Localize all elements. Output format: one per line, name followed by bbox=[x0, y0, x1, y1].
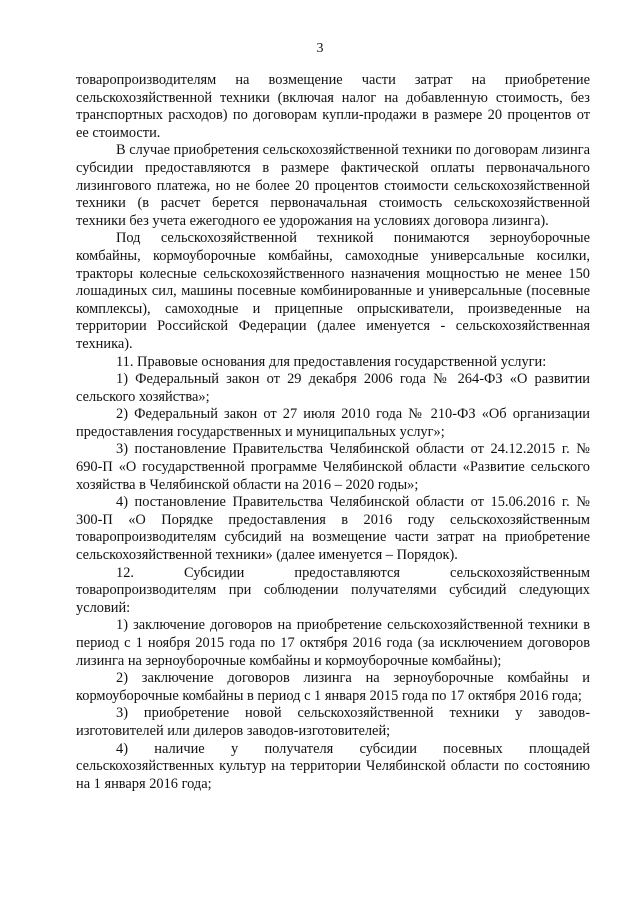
section-heading: 11. Правовые основания для предоставления государственной услуги: bbox=[116, 353, 547, 370]
list-item: 2) Федеральный закон от 27 июля 2010 года № 210-ФЗ «Об организации предоставления государственных и муниципальных услуг»; bbox=[76, 406, 590, 440]
paragraph: Под сельскохозяйственной техникой понимаются зерноуборочные комбайны, кормоуборочные комбайны, самоходные универсальные косилки, тракторы колесные сельскохозяйственного назначения мощностью не менее 150 лошадиных сил, машины посевные комбинированные и универсальные (посевные комплексы), самоходные и прицепные опрыскиватели, произведенные на территории Российской Федерации (далее именуется - сельскохозяйственная техника). bbox=[76, 230, 590, 352]
list-item: 4) постановление Правительства Челябинской области от 15.06.2016 г. № 300-П «О Порядке предоставления в 2016 году сельскохозяйственным товаропроизводителям субсидий на возмещение части затрат на приобретение сельскохозяйственной техники» (далее именуется – Порядок). bbox=[76, 494, 590, 564]
list-item: 1) заключение договоров на приобретение сельскохозяйственной техники в период с 1 ноября 2015 года по 17 октября 2016 года (за исключением договоров лизинга на зерноуборочные комбайны и кормоуборочные комбайны); bbox=[76, 617, 590, 669]
section-heading: 12. Субсидии предоставляются сельскохозяйственным товаропроизводителям при соблюдении получателями субсидий следующих условий: bbox=[76, 564, 590, 616]
paragraph: товаропроизводителям на возмещение части затрат на приобретение сельскохозяйственной техники (включая налог на добавленную стоимость, без транспортных расходов) по договорам купли-продажи в размере 20 процентов от ее стоимости. bbox=[76, 72, 590, 141]
list-item: 2) заключение договоров лизинга на зерноуборочные комбайны и кормоуборочные комбайны в период с 1 января 2015 года по 17 октября 2016 года; bbox=[76, 670, 590, 704]
paragraph: В случае приобретения сельскохозяйственной техники по договорам лизинга субсидии предоставляются в размере фактической оплаты первоначального лизингового платежа, но не более 20 процентов стоимости сельскохозяйственной техники (в расчет берется первоначальная стоимость сельскохозяйственной техники без учета ежегодного ее удорожания на условиях договора лизинга). bbox=[76, 142, 590, 229]
list-item: 4) наличие у получателя субсидии посевных площадей сельскохозяйственных культур на территории Челябинской области по состоянию на 1 января 2016 года; bbox=[76, 740, 590, 792]
document-body bbox=[76, 72, 590, 793]
page-number: 3 bbox=[316, 41, 324, 56]
list-item: 3) постановление Правительства Челябинской области от 24.12.2015 г. № 690-П «О государственной программе Челябинской области «Развитие сельского хозяйства в Челябинской области на 2016 – 2020 годы»; bbox=[76, 441, 590, 493]
list-item: 1) Федеральный закон от 29 декабря 2006 года № 264-ФЗ «О развитии сельского хозяйства»; bbox=[76, 371, 590, 405]
list-item: 3) приобретение новой сельскохозяйственной техники у заводов-изготовителей или дилеров заводов-изготовителей; bbox=[76, 705, 590, 739]
